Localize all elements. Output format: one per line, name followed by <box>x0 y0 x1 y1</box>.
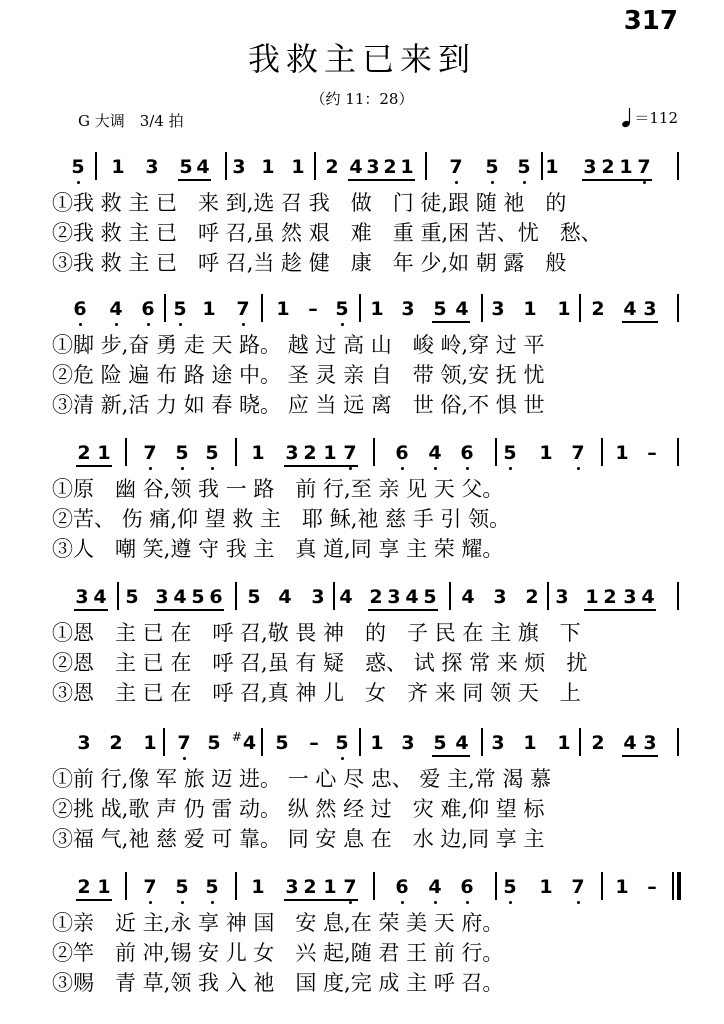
low-octave-dot <box>466 467 469 470</box>
bar-line <box>117 582 119 610</box>
low-octave-dot <box>577 467 580 470</box>
bar-line <box>677 152 679 180</box>
lyric-line-verse-2: ②苦、 伤 痛,仰 望 救 主 耶 稣,祂 慈 手 引 领。 <box>52 507 511 531</box>
quarter-note-icon <box>622 106 632 128</box>
note: 4 <box>349 156 363 178</box>
low-octave-dot <box>341 757 344 760</box>
note: 3 <box>366 156 380 178</box>
low-octave-dot <box>577 901 580 904</box>
note: 5 <box>71 156 85 178</box>
note: 5 <box>433 732 447 754</box>
note: 3 <box>285 876 299 898</box>
note: 7 <box>177 732 191 754</box>
eighth-note-beam <box>584 609 656 611</box>
note: 5 <box>175 876 189 898</box>
bar-line <box>359 728 361 756</box>
bar-line <box>579 728 581 756</box>
sustain-dash: – <box>647 442 657 464</box>
note: 1 <box>557 732 571 754</box>
bar-line <box>95 152 97 180</box>
note: 1 <box>539 442 553 464</box>
note: 5 <box>205 442 219 464</box>
note: 4 <box>623 298 637 320</box>
note: #4 <box>231 730 257 754</box>
sustain-dash: – <box>309 732 319 754</box>
note: 1 <box>323 442 337 464</box>
lyric-line-verse-2: ②恩 主 已 在 呼 召,虽 有 疑 惑、 试 探 常 来 烦 扰 <box>52 651 588 675</box>
bar-line <box>677 728 679 756</box>
notation-line <box>0 726 724 762</box>
page-number: 317 <box>623 6 678 36</box>
note: 5 <box>335 298 349 320</box>
note: 6 <box>395 876 409 898</box>
bar-line <box>225 152 227 180</box>
note: 1 <box>523 732 537 754</box>
note: 5 <box>433 298 447 320</box>
note: 6 <box>141 298 155 320</box>
low-octave-dot <box>349 901 352 904</box>
note: 7 <box>571 876 585 898</box>
bar-line <box>163 728 165 756</box>
note: 6 <box>460 442 474 464</box>
low-octave-dot <box>211 901 214 904</box>
note: 5 <box>485 156 499 178</box>
bar-line <box>481 728 483 756</box>
bar-line <box>541 152 543 180</box>
low-octave-dot <box>643 181 646 184</box>
note: 5 <box>179 156 193 178</box>
note: 3 <box>643 732 657 754</box>
eighth-note-beam <box>622 755 658 757</box>
lyric-line-verse-1: ①前 行,像 军 旅 迈 进。 一 心 尽 忠、 爱 主,常 渴 慕 <box>52 767 552 791</box>
note: 3 <box>401 732 415 754</box>
note: 1 <box>400 156 414 178</box>
bar-line <box>314 152 316 180</box>
low-octave-dot <box>341 323 344 326</box>
note: 6 <box>73 298 87 320</box>
bar-line <box>333 582 335 610</box>
low-octave-dot <box>523 181 526 184</box>
note: 2 <box>601 156 615 178</box>
low-octave-dot <box>242 323 245 326</box>
eighth-note-beam <box>154 609 224 611</box>
music-system <box>0 436 724 561</box>
low-octave-dot <box>79 323 82 326</box>
bar-line <box>601 438 603 466</box>
note: 6 <box>209 586 223 608</box>
bar-line <box>425 152 427 180</box>
bar-line <box>164 294 166 322</box>
bar-line <box>547 582 549 610</box>
note: 5 <box>205 876 219 898</box>
note: 5 <box>517 156 531 178</box>
low-octave-dot <box>401 901 404 904</box>
music-system <box>0 870 724 995</box>
low-octave-dot <box>509 901 512 904</box>
note: 5 <box>247 586 261 608</box>
note: 7 <box>143 876 157 898</box>
note: 2 <box>591 298 605 320</box>
note: 3 <box>75 586 89 608</box>
lyric-line-verse-1: ①我 救 主 已 来 到,选 召 我 做 门 徒,跟 随 祂 的 <box>52 191 567 215</box>
note: 1 <box>261 156 275 178</box>
low-octave-dot <box>401 467 404 470</box>
bar-line <box>481 294 483 322</box>
note: 5 <box>503 442 517 464</box>
lyric-line-verse-2: ②挑 战,歌 声 仍 雷 动。 纵 然 经 过 灾 难,仰 望 标 <box>52 797 545 821</box>
note: 4 <box>405 586 419 608</box>
lyric-line-verse-3: ③赐 青 草,领 我 入 祂 国 度,完 成 主 呼 召。 <box>52 971 504 995</box>
note: 1 <box>97 442 111 464</box>
note: 5 <box>503 876 517 898</box>
bar-line <box>495 438 497 466</box>
note: 7 <box>143 442 157 464</box>
note: 4 <box>196 156 210 178</box>
eighth-note-beam <box>284 465 358 467</box>
lyric-line-verse-1: ①恩 主 已 在 呼 召,敬 畏 神 的 子 民 在 主 旗 下 <box>52 621 581 645</box>
note: 2 <box>325 156 339 178</box>
note: 4 <box>428 442 442 464</box>
note: 3 <box>583 156 597 178</box>
note: 5 <box>125 586 139 608</box>
note: 3 <box>643 298 657 320</box>
note: 7 <box>343 876 357 898</box>
music-system <box>0 292 724 417</box>
note: 5 <box>175 442 189 464</box>
note: 4 <box>455 732 469 754</box>
bar-line <box>601 872 603 900</box>
eighth-note-beam <box>582 179 652 181</box>
note: 1 <box>291 156 305 178</box>
lyric-line-verse-3: ③恩 主 已 在 呼 召,真 神 儿 女 齐 来 同 领 天 上 <box>52 681 581 705</box>
note: 3 <box>555 586 569 608</box>
low-octave-dot <box>181 901 184 904</box>
note: 4 <box>339 586 353 608</box>
note: 1 <box>370 732 384 754</box>
final-bar-line <box>672 872 674 900</box>
music-system <box>0 726 724 851</box>
notation-line <box>0 292 724 328</box>
note: 7 <box>571 442 585 464</box>
music-system <box>0 580 724 705</box>
note: 1 <box>143 732 157 754</box>
sustain-dash: – <box>308 298 318 320</box>
note: 5 <box>173 298 187 320</box>
notation-line <box>0 580 724 616</box>
lyric-line-verse-2: ②危 险 遍 布 路 途 中。 圣 灵 亲 自 带 领,安 抚 忧 <box>52 363 545 387</box>
note: 2 <box>369 586 383 608</box>
note: 5 <box>275 732 289 754</box>
lyric-line-verse-3: ③我 救 主 已 呼 召,当 趁 健 康 年 少,如 朝 露 般 <box>52 251 567 275</box>
tempo-value: ＝112 <box>634 108 678 127</box>
note: 4 <box>455 298 469 320</box>
music-system <box>0 150 724 275</box>
note: 1 <box>539 876 553 898</box>
note: 1 <box>557 298 571 320</box>
bar-line <box>235 872 237 900</box>
bar-line <box>677 294 679 322</box>
low-octave-dot <box>455 181 458 184</box>
note: 1 <box>276 298 290 320</box>
note: 3 <box>145 156 159 178</box>
note: 1 <box>202 298 216 320</box>
note: 2 <box>77 876 91 898</box>
eighth-note-beam <box>76 899 112 901</box>
note: 3 <box>401 298 415 320</box>
low-octave-dot <box>509 467 512 470</box>
note: 2 <box>109 732 123 754</box>
note: 5 <box>207 732 221 754</box>
low-octave-dot <box>183 757 186 760</box>
low-octave-dot <box>179 323 182 326</box>
note: 4 <box>109 298 123 320</box>
note: 7 <box>449 156 463 178</box>
bar-line <box>359 294 361 322</box>
note: 1 <box>523 298 537 320</box>
final-bar-line-thick <box>677 872 681 900</box>
eighth-note-beam <box>348 179 415 181</box>
note: 3 <box>155 586 169 608</box>
bar-line <box>579 294 581 322</box>
key-signature: G 大调 3/4 拍 <box>78 112 184 130</box>
notation-line <box>0 870 724 906</box>
note: 4 <box>641 586 655 608</box>
note: 3 <box>491 298 505 320</box>
note: 1 <box>615 876 629 898</box>
lyric-line-verse-3: ③清 新,活 力 如 春 晓。 应 当 远 离 世 俗,不 惧 世 <box>52 393 545 417</box>
lyric-line-verse-2: ②我 救 主 已 呼 召,虽 然 艰 难 重 重,困 苦、忧 愁、 <box>52 221 602 245</box>
note: 1 <box>370 298 384 320</box>
bar-line <box>235 582 237 610</box>
low-octave-dot <box>434 901 437 904</box>
note: 7 <box>236 298 250 320</box>
note: 3 <box>493 586 507 608</box>
note: 3 <box>491 732 505 754</box>
note: 4 <box>278 586 292 608</box>
note: 3 <box>285 442 299 464</box>
notation-line <box>0 436 724 472</box>
note: 4 <box>623 732 637 754</box>
low-octave-dot <box>491 181 494 184</box>
note: 1 <box>251 876 265 898</box>
note: 1 <box>111 156 125 178</box>
bar-line <box>449 582 451 610</box>
eighth-note-beam <box>622 321 658 323</box>
note: 1 <box>323 876 337 898</box>
eighth-note-beam <box>284 899 358 901</box>
note: 1 <box>545 156 559 178</box>
eighth-note-beam <box>76 465 112 467</box>
bar-line <box>373 438 375 466</box>
note: 5 <box>191 586 205 608</box>
bar-line <box>235 438 237 466</box>
bar-line <box>495 872 497 900</box>
bar-line <box>261 294 263 322</box>
low-octave-dot <box>181 467 184 470</box>
eighth-note-beam <box>432 755 470 757</box>
note: 2 <box>77 442 91 464</box>
low-octave-dot <box>211 467 214 470</box>
lyric-line-verse-1: ①亲 近 主,永 享 神 国 安 息,在 荣 美 天 府。 <box>52 911 504 935</box>
note: 2 <box>303 442 317 464</box>
note: 3 <box>387 586 401 608</box>
eighth-note-beam <box>74 609 108 611</box>
note: 3 <box>623 586 637 608</box>
low-octave-dot <box>149 467 152 470</box>
sustain-dash: – <box>647 876 657 898</box>
bar-line <box>373 872 375 900</box>
note: 1 <box>585 586 599 608</box>
note: 6 <box>460 876 474 898</box>
note: 7 <box>637 156 651 178</box>
note: 7 <box>343 442 357 464</box>
bar-line <box>125 872 127 900</box>
note: 3 <box>77 732 91 754</box>
note: 4 <box>461 586 475 608</box>
lyric-line-verse-1: ①脚 步,奋 勇 走 天 路。 越 过 高 山 峻 岭,穿 过 平 <box>52 333 545 357</box>
low-octave-dot <box>149 901 152 904</box>
note: 2 <box>383 156 397 178</box>
eighth-note-beam <box>368 609 438 611</box>
lyric-line-verse-1: ①原 幽 谷,领 我 一 路 前 行,至 亲 见 天 父。 <box>52 477 504 501</box>
low-octave-dot <box>466 901 469 904</box>
note: 4 <box>93 586 107 608</box>
eighth-note-beam <box>432 321 470 323</box>
note: 3 <box>311 586 325 608</box>
bar-line <box>677 582 679 610</box>
note: 6 <box>395 442 409 464</box>
note: 2 <box>603 586 617 608</box>
note: 4 <box>428 876 442 898</box>
low-octave-dot <box>115 323 118 326</box>
note: 4 <box>173 586 187 608</box>
lyric-line-verse-3: ③人 嘲 笑,遵 守 我 主 真 道,同 享 主 荣 耀。 <box>52 537 504 561</box>
bar-line <box>677 438 679 466</box>
note: 1 <box>251 442 265 464</box>
note: 5 <box>423 586 437 608</box>
tempo-marking <box>622 106 678 128</box>
note: 1 <box>97 876 111 898</box>
note: 2 <box>525 586 539 608</box>
note: 3 <box>232 156 246 178</box>
lyric-line-verse-2: ②竿 前 冲,锡 安 儿 女 兴 起,随 君 王 前 行。 <box>52 941 504 965</box>
notation-line <box>0 150 724 186</box>
eighth-note-beam <box>178 179 211 181</box>
lyric-line-verse-3: ③福 气,祂 慈 爱 可 靠。 同 安 息 在 水 边,同 享 主 <box>52 827 545 851</box>
low-octave-dot <box>349 467 352 470</box>
note: 2 <box>303 876 317 898</box>
low-octave-dot <box>147 323 150 326</box>
bar-line <box>125 438 127 466</box>
note: 5 <box>335 732 349 754</box>
low-octave-dot <box>77 181 80 184</box>
note: 1 <box>615 442 629 464</box>
note: 1 <box>619 156 633 178</box>
note: 2 <box>591 732 605 754</box>
bar-line <box>261 728 263 756</box>
scripture-reference: （约 11：28） <box>310 90 414 108</box>
hymn-title: 我救主已来到 <box>247 40 476 78</box>
low-octave-dot <box>434 467 437 470</box>
